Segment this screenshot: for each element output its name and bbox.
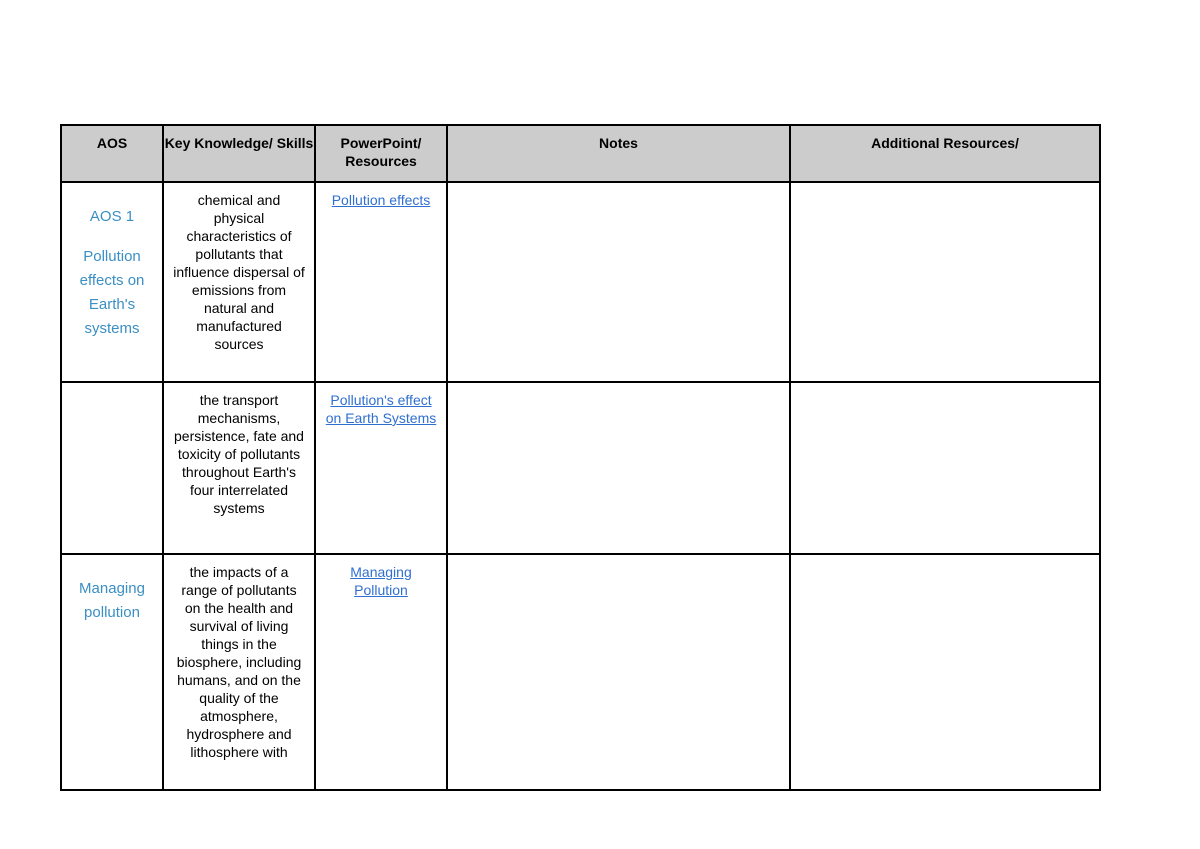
- header-additional: Additional Resources/: [790, 125, 1100, 182]
- table-row: [61, 182, 1100, 382]
- resource-cell: [315, 182, 447, 382]
- table-header-row: [61, 125, 1100, 182]
- aos-number: AOS 1: [89, 208, 135, 225]
- resource-cell: [315, 554, 447, 790]
- aos-cell: [61, 554, 163, 790]
- resource-link-managing-pollution[interactable]: Managing Pollution: [350, 564, 412, 598]
- resource-link-pollution-effects[interactable]: Pollution effects: [331, 192, 431, 208]
- header-powerpoint: PowerPoint/ Resources: [315, 125, 447, 182]
- table-row: [61, 554, 1100, 790]
- resource-cell: [315, 382, 447, 554]
- table-row: [61, 382, 1100, 554]
- notes-cell[interactable]: [447, 554, 790, 790]
- additional-resources-cell[interactable]: [790, 554, 1100, 790]
- aos-title: Pollution effects on Earth's systems: [79, 248, 145, 337]
- additional-resources-cell[interactable]: [790, 382, 1100, 554]
- key-knowledge-cell: the transport mechanisms, persistence, fate and toxicity of pollutants throughout Earth's four interrelated systems: [163, 382, 315, 554]
- aos-title: Managing pollution: [79, 580, 145, 621]
- resource-link-pollution-earth-systems[interactable]: Pollution's effect on Earth Systems: [325, 392, 437, 426]
- curriculum-table: [60, 124, 1101, 791]
- header-key-knowledge: Key Knowledge/ Skills: [163, 125, 315, 182]
- aos-cell: [61, 182, 163, 382]
- additional-resources-cell[interactable]: [790, 182, 1100, 382]
- key-knowledge-cell: the impacts of a range of pollutants on the health and survival of living things in the biosphere, including humans, and on the quality of the atmosphere, hydrosphere and lithosphere with: [163, 554, 315, 790]
- notes-cell[interactable]: [447, 382, 790, 554]
- key-knowledge-cell: chemical and physical characteristics of pollutants that influence dispersal of emissions from natural and manufactured sources: [163, 182, 315, 382]
- header-notes: Notes: [447, 125, 790, 182]
- aos-cell: [61, 382, 163, 554]
- header-aos: AOS: [61, 125, 163, 182]
- notes-cell[interactable]: [447, 182, 790, 382]
